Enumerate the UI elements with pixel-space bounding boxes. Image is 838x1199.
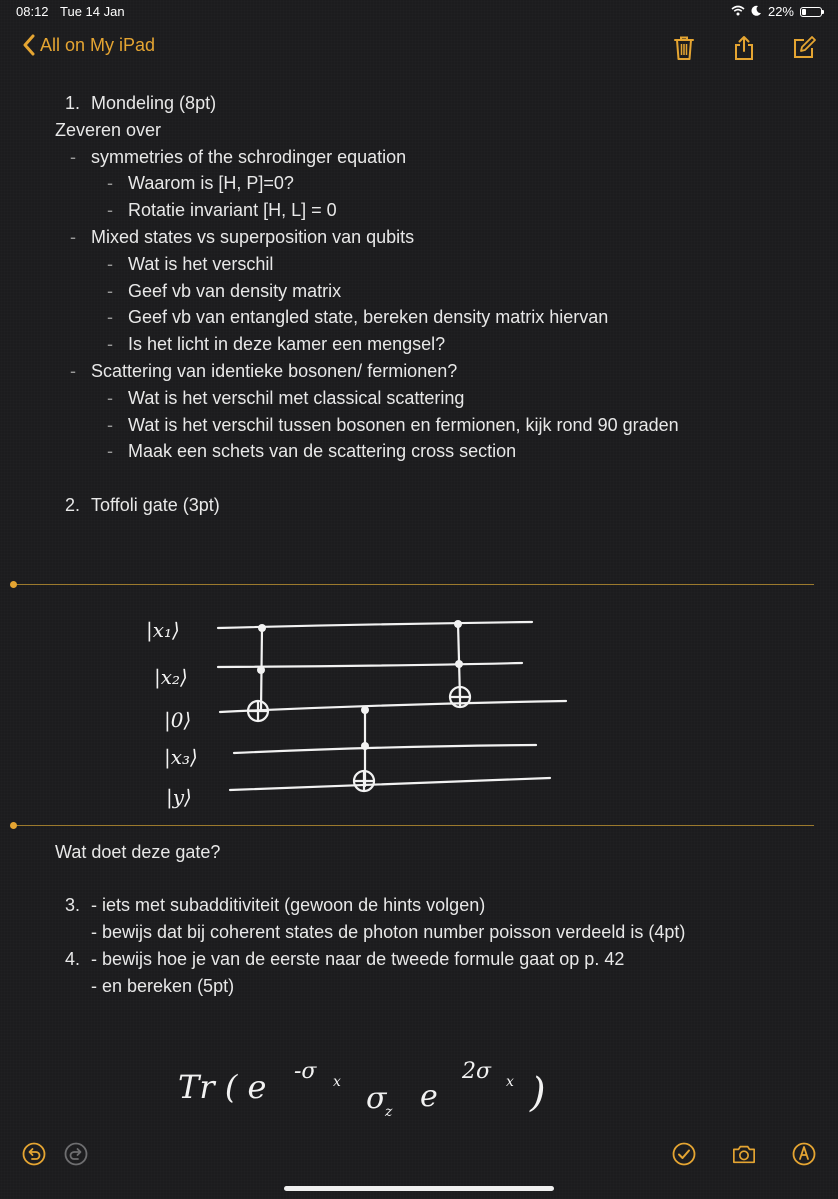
note-line: Wat is het verschil — [128, 253, 274, 274]
wire-label: |y⟩ — [166, 785, 192, 809]
note-line: Wat is het verschil tussen bosonen en fermionen, kijk rond 90 graden — [128, 414, 679, 435]
drawing-handle[interactable] — [10, 581, 17, 588]
camera-icon[interactable] — [732, 1142, 756, 1166]
list-item — [55, 946, 798, 973]
note-body[interactable] — [55, 90, 798, 1000]
formula-subscript: x — [506, 1074, 514, 1090]
back-button[interactable] — [22, 34, 155, 56]
note-line: Wat doet deze gate? — [55, 841, 221, 862]
home-indicator[interactable] — [284, 1186, 554, 1191]
control-dot — [361, 742, 369, 750]
control-dot — [258, 624, 266, 632]
note-line: Geef vb van density matrix — [128, 280, 342, 301]
toffoli-circuit-drawing[interactable] — [130, 600, 580, 820]
bottom-left-toolbar — [22, 1142, 88, 1166]
formula-exponent: -σ — [294, 1059, 317, 1084]
list-number: 1. — [65, 93, 81, 113]
dash-bullet: - — [107, 200, 113, 221]
battery-percent: 22% — [767, 4, 794, 19]
control-dot — [361, 706, 369, 714]
drawing-handle[interactable] — [10, 822, 17, 829]
blank-line — [55, 465, 798, 492]
redo-icon[interactable] — [64, 1142, 88, 1166]
checkmark-circle-icon[interactable] — [672, 1142, 696, 1166]
list-item — [55, 90, 798, 117]
dash-bullet: - — [70, 146, 76, 167]
do-not-disturb-icon — [751, 4, 762, 19]
dash-bullet: - — [107, 253, 113, 274]
note-line: Mondeling (8pt) — [91, 93, 217, 113]
compose-icon[interactable] — [792, 34, 816, 62]
note-line: Wat is het verschil met classical scattering — [128, 387, 465, 408]
list-item — [55, 358, 798, 385]
list-item — [55, 197, 798, 224]
wifi-icon — [731, 4, 745, 19]
share-icon[interactable] — [732, 34, 756, 62]
wire — [234, 745, 536, 753]
dash-bullet: - — [107, 387, 113, 408]
note-line: Mixed states vs superposition van qubits — [91, 226, 415, 247]
list-item — [55, 304, 798, 331]
dash-bullet: - — [107, 334, 113, 355]
list-item — [55, 170, 798, 197]
undo-icon[interactable] — [22, 1142, 46, 1166]
note-line: Geef vb van entangled state, bereken density matrix hiervan — [128, 307, 609, 328]
drawing-top-separator[interactable] — [14, 584, 814, 585]
list-item — [55, 251, 798, 278]
list-item — [55, 385, 798, 412]
note-line: Waarom is [H, P]=0? — [128, 173, 294, 194]
blank-line — [55, 866, 798, 893]
note-line: Scattering van identieke bosonen/ fermionen? — [91, 360, 458, 381]
status-bar — [16, 4, 822, 20]
chevron-left-icon — [22, 34, 36, 56]
note-line: Is het licht in deze kamer een mengsel? — [128, 334, 446, 355]
dash-bullet: - — [70, 226, 76, 247]
note-line: Toffoli gate (3pt) — [91, 494, 220, 515]
wire — [218, 663, 522, 667]
formula-exponent: 2σ — [462, 1059, 492, 1084]
dash-bullet: - — [107, 173, 113, 194]
markup-pen-icon[interactable] — [792, 1142, 816, 1166]
control-dot — [257, 666, 265, 674]
note-line: Zeveren over — [55, 119, 162, 140]
formula-subscript: x — [333, 1074, 341, 1090]
formula-trace: Tr ( e — [178, 1068, 267, 1106]
bottom-right-toolbar — [672, 1142, 816, 1166]
note-line: Maak een schets van de scattering cross section — [128, 441, 517, 462]
wire — [220, 701, 566, 712]
list-item — [55, 278, 798, 305]
list-number: 4. — [65, 948, 81, 969]
control-dot — [454, 620, 462, 628]
nav-bar — [22, 34, 816, 64]
note-line: symmetries of the schrodinger equation — [91, 146, 407, 167]
battery-icon — [800, 7, 822, 17]
list-item — [55, 438, 798, 465]
list-item — [55, 331, 798, 358]
wire-label: |x₁⟩ — [146, 618, 180, 642]
status-right — [731, 4, 822, 19]
list-item — [55, 224, 798, 251]
formula-sigma: σ — [366, 1081, 387, 1116]
dash-bullet: - — [107, 414, 113, 435]
back-label: All on My iPad — [40, 34, 156, 55]
list-number: 3. — [65, 895, 81, 916]
list-item — [55, 492, 798, 519]
nav-actions — [672, 34, 816, 62]
formula-subscript: z — [385, 1104, 393, 1120]
wire-label: |x₂⟩ — [154, 665, 188, 689]
trash-icon[interactable] — [672, 34, 696, 62]
wire — [230, 778, 550, 790]
dash-bullet: - — [107, 441, 113, 462]
note-line: - iets met subadditiviteit (gewoon de hints volgen) — [91, 895, 486, 916]
note-line: - bewijs hoe je van de eerste naar de tweede formule gaat op p. 42 — [91, 948, 625, 969]
wire-label: |x₃⟩ — [164, 745, 198, 769]
list-item — [55, 892, 798, 919]
dash-bullet: - — [107, 307, 113, 328]
note-line: - bewijs dat bij coherent states de photon number poisson verdeeld is (4pt) — [91, 922, 686, 943]
dash-bullet: - — [107, 280, 113, 301]
formula-exp-base: e — [420, 1079, 438, 1114]
battery-fill — [802, 9, 806, 15]
drawing-bottom-separator[interactable] — [14, 825, 814, 826]
status-date: Tue 14 Jan — [60, 4, 125, 19]
wire-label: |0⟩ — [164, 708, 192, 732]
status-time: 08:12 — [16, 4, 49, 19]
dash-bullet: - — [70, 360, 76, 381]
control-dot — [455, 660, 463, 668]
list-number: 2. — [65, 494, 81, 515]
note-line: - en bereken (5pt) — [91, 975, 235, 996]
handwritten-formula[interactable] — [170, 1050, 590, 1130]
formula-paren: ) — [530, 1070, 546, 1116]
note-line: Rotatie invariant [H, L] = 0 — [128, 200, 337, 221]
list-item — [55, 412, 798, 439]
list-item — [55, 144, 798, 171]
